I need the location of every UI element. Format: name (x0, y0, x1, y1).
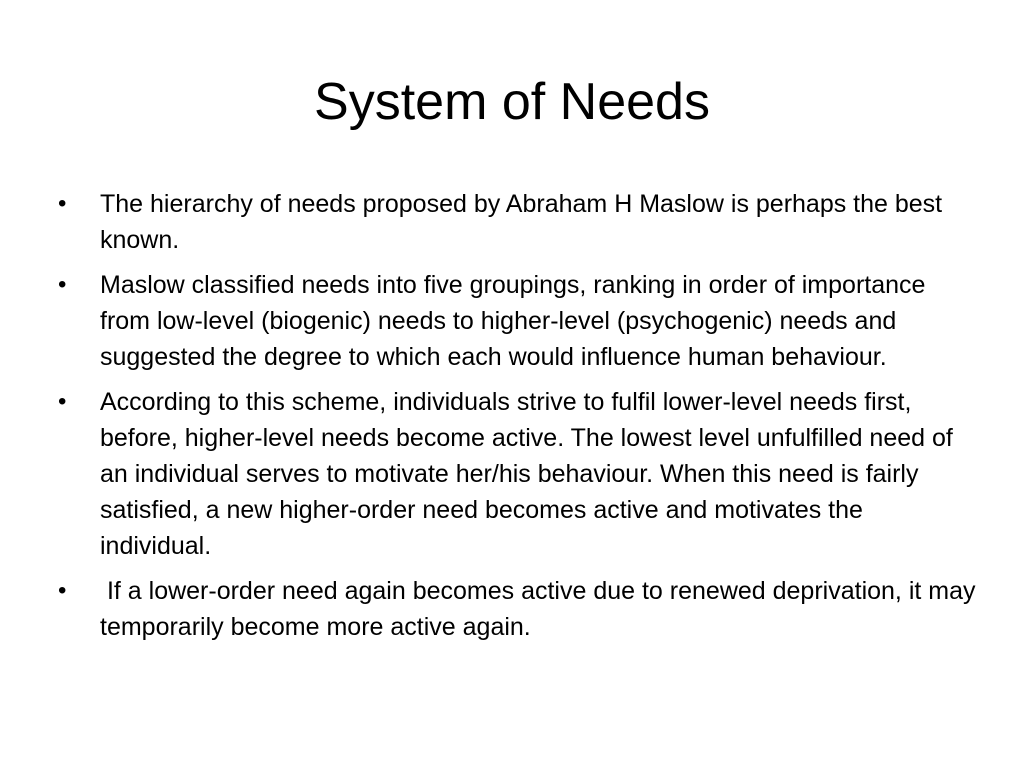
bullet-icon: • (58, 577, 67, 604)
slide-title: System of Needs (314, 73, 710, 131)
bullet-text: According to this scheme, individuals strive to fulfil lower-level needs first, before, higher-level needs become active. The lowest level unfulfilled need of an individual serves to motivate her/his behaviour. When this need is fairly satisfied, a new higher-order need becomes active and motivates the individual. (100, 388, 960, 560)
list-item (56, 267, 976, 375)
bullet-list (56, 186, 983, 654)
list-item (56, 573, 983, 645)
list-item (56, 186, 976, 258)
list-item (56, 384, 976, 564)
bullet-text: If a lower-order need again becomes active due to renewed deprivation, it may temporarily become more active again. (100, 577, 983, 641)
bullet-text: The hierarchy of needs proposed by Abraham H Maslow is perhaps the best known. (100, 190, 950, 254)
bullet-icon: • (58, 190, 67, 217)
bullet-icon: • (58, 271, 67, 298)
bullet-icon: • (58, 388, 67, 415)
bullet-text: Maslow classified needs into five groupings, ranking in order of importance from low-level (biogenic) needs to higher-level (psychogenic) needs and suggested the degree to which each would influence human behaviour. (100, 271, 933, 371)
